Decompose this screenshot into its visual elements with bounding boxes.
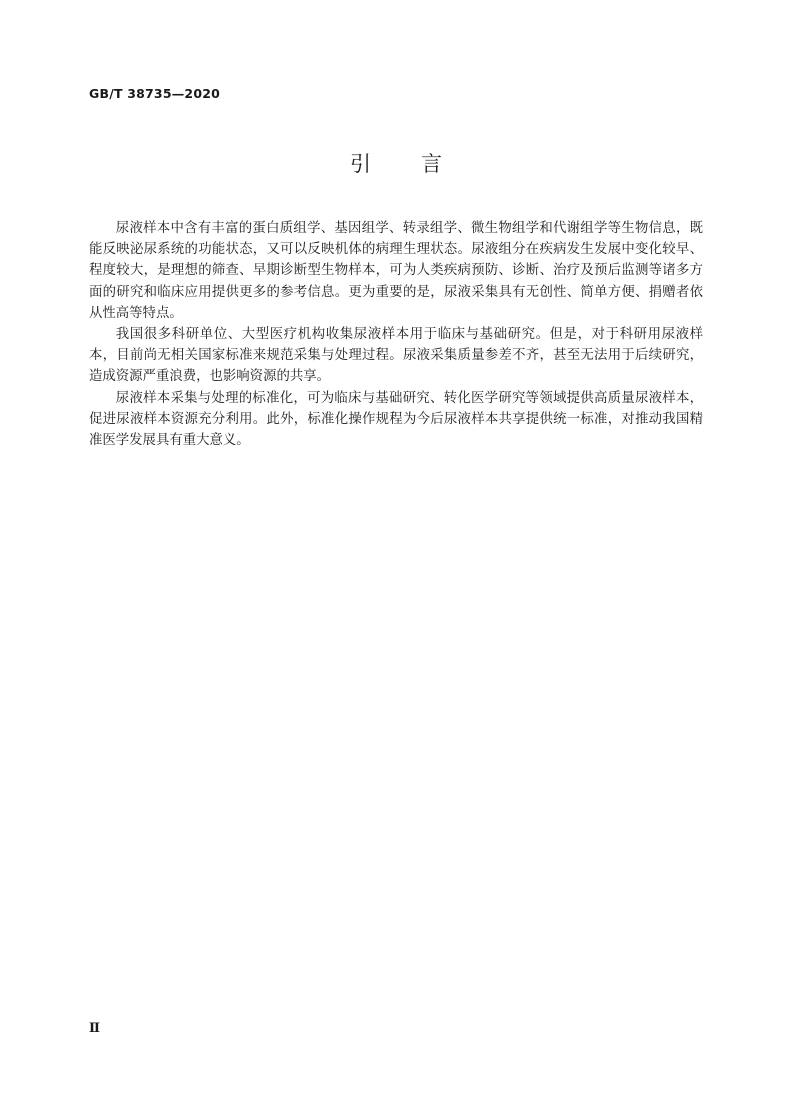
paragraph-3: 尿液样本采集与处理的标准化，可为临床与基础研究、转化医学研究等领域提供高质量尿液样本，促进尿液样本资源充分利用。此外，标准化操作规程为今后尿液样本共享提供统一标准，对推动我国精准医学发展具有重大意义。 <box>89 390 703 449</box>
paragraph-1: 尿液样本中含有丰富的蛋白质组学、基因组学、转录组学、微生物组学和代谢组学等生物信息，既能反映泌尿系统的功能状态，又可以反映机体的病理生理状态。尿液组分在疾病发生发展中变化较早、程度较大，是理想的筛查、早期诊断型生物样本，可为人类疾病预防、诊断、治疗及预后监测等诸多方面的研究和临床应用提供更多的参考信息。更为重要的是，尿液采集具有无创性、简单方便、捐赠者依从性高等特点。 <box>89 221 703 321</box>
standard-code: GB/T 38735—2020 <box>89 86 221 101</box>
page-number: Ⅱ <box>89 1021 100 1036</box>
paragraph-2: 我国很多科研单位、大型医疗机构收集尿液样本用于临床与基础研究。但是，对于科研用尿液样本，目前尚无相关国家标准来规范采集与处理过程。尿液采集质量参差不齐，甚至无法用于后续研究，造成资源严重浪费，也影响资源的共享。 <box>89 327 703 385</box>
page-title: 引言 <box>350 152 492 176</box>
introduction-body <box>89 218 703 451</box>
